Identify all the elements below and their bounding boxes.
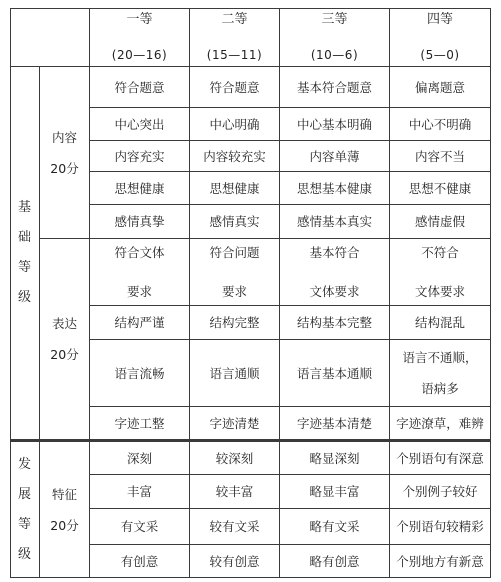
criterion-text: 结构基本完整 (296, 315, 372, 330)
criterion-text: 丰富 (126, 484, 152, 499)
content-criterion-cell (90, 205, 190, 239)
basic-level-label (10, 67, 40, 440)
feature-criterion-cell (390, 440, 491, 475)
feature-criterion-cell (90, 475, 190, 509)
basic-level-char: 等 (17, 260, 31, 275)
feature-criterion-cell (190, 440, 280, 475)
basic-level-char: 基 (17, 200, 31, 215)
criterion-text: 个别语句有深意 (396, 450, 484, 466)
feature-criterion-cell (280, 475, 390, 509)
criterion-text: 思想不健康 (408, 180, 472, 196)
grade-title: 二等 (221, 12, 248, 27)
content-criterion-cell (390, 205, 491, 239)
content-criterion-cell (190, 108, 280, 141)
content-criterion-cell (90, 67, 190, 108)
content-criterion-cell (280, 141, 390, 172)
content-criterion-cell (90, 141, 190, 172)
grade-score-range: (10—6) (310, 47, 359, 62)
content-criterion-cell (280, 67, 390, 108)
content-criterion-cell (190, 67, 280, 108)
content-criterion-cell (390, 141, 491, 172)
criterion-text: 较深刻 (215, 450, 254, 466)
grade-score-range: (5—0) (420, 47, 460, 62)
feature-criterion-cell (280, 440, 390, 475)
criterion-text: 深刻 (126, 450, 152, 466)
content-criterion-cell (390, 172, 491, 205)
criterion-text: 语言基本通顺 (296, 365, 372, 381)
criterion-text: 字迹清楚 (209, 415, 260, 431)
criterion-text-line2: 要求 (221, 284, 247, 299)
criterion-text: 思想健康 (209, 180, 260, 196)
handwriting-criterion-cell (390, 407, 491, 440)
genre-criterion-cell (90, 239, 190, 306)
criterion-text: 略有文采 (309, 519, 360, 534)
content-criterion-cell (390, 67, 491, 108)
expression-category-label (40, 239, 90, 440)
criterion-text: 结构混乱 (414, 315, 465, 330)
content-criterion-cell (390, 108, 491, 141)
criterion-text: 感情基本真实 (296, 214, 372, 229)
criterion-text: 字迹工整 (114, 415, 165, 431)
genre-criterion-cell (190, 239, 280, 306)
criterion-text: 感情虚假 (414, 214, 465, 229)
criterion-text: 符合题意 (209, 79, 260, 95)
feature-category-label (40, 440, 90, 578)
criterion-text: 语言通顺 (209, 365, 260, 381)
content-criterion-cell (190, 172, 280, 205)
feature-score: 20分 (50, 517, 79, 533)
criterion-text: 思想基本健康 (296, 180, 372, 196)
criterion-text: 个别语句较精彩 (396, 519, 484, 534)
handwriting-criterion-cell (280, 407, 390, 440)
criterion-text: 字迹基本清楚 (296, 415, 372, 431)
grade-header-3 (280, 8, 390, 67)
criterion-text: 个别例子较好 (402, 484, 478, 499)
grade-score-range: (20—16) (111, 47, 168, 62)
criterion-text: 中心不明确 (408, 116, 472, 132)
language-criterion-cell (390, 340, 491, 407)
development-level-char: 等 (17, 516, 31, 532)
criterion-text: 基本符合题意 (296, 79, 372, 95)
basic-level-char: 级 (17, 290, 31, 305)
content-criterion-cell (190, 141, 280, 172)
grade-header-4 (390, 8, 491, 67)
expression-label: 表达 (51, 316, 77, 331)
feature-criterion-cell (280, 509, 390, 545)
structure-criterion-cell (90, 306, 190, 340)
criterion-text: 较丰富 (215, 484, 254, 499)
content-category-label (40, 67, 90, 239)
structure-criterion-cell (280, 306, 390, 340)
content-criterion-cell (280, 108, 390, 141)
criterion-text: 略显深刻 (309, 450, 360, 466)
content-criterion-cell (280, 172, 390, 205)
feature-criterion-cell (90, 509, 190, 545)
content-label: 内容 (51, 129, 77, 145)
criterion-text-line2: 文体要求 (414, 284, 465, 299)
development-level-char: 级 (17, 546, 31, 562)
content-criterion-cell (90, 108, 190, 141)
criterion-text: 内容不当 (414, 148, 465, 164)
genre-criterion-cell (390, 239, 491, 306)
genre-criterion-cell (280, 239, 390, 306)
feature-criterion-cell (390, 545, 491, 578)
criterion-text: 思想健康 (114, 180, 165, 196)
criterion-text-line1: 不符合 (421, 245, 459, 260)
criterion-text: 中心基本明确 (296, 116, 372, 132)
grade-score-range: (15—11) (206, 47, 263, 62)
grade-header-1 (90, 8, 190, 67)
feature-label: 特征 (51, 486, 77, 502)
handwriting-criterion-cell (90, 407, 190, 440)
criterion-text: 有文采 (120, 519, 159, 534)
feature-criterion-cell (390, 509, 491, 545)
criterion-text: 结构完整 (209, 315, 260, 330)
criterion-text: 符合题意 (114, 79, 165, 95)
criterion-text: 有创意 (120, 553, 159, 569)
criterion-text-line2: 文体要求 (309, 284, 360, 299)
criterion-text: 内容较充实 (203, 148, 266, 164)
grade-title: 一等 (126, 12, 153, 27)
feature-criterion-cell (390, 475, 491, 509)
criterion-text: 字迹潦草，难辨 (396, 415, 484, 431)
criterion-text: 内容充实 (114, 148, 165, 164)
grade-title: 四等 (426, 12, 453, 27)
development-level-char: 发 (17, 456, 31, 472)
feature-criterion-cell (190, 475, 280, 509)
development-level-char: 展 (17, 486, 31, 502)
content-criterion-cell (190, 205, 280, 239)
criterion-text-line2: 语病多 (421, 381, 459, 396)
criterion-text-line1: 基本符合 (309, 245, 360, 260)
content-criterion-cell (280, 205, 390, 239)
basic-level-char: 础 (17, 230, 31, 245)
feature-criterion-cell (90, 545, 190, 578)
expression-score: 20分 (50, 347, 79, 362)
criterion-text: 略显丰富 (309, 484, 360, 499)
structure-criterion-cell (190, 306, 280, 340)
criterion-text: 偏离题意 (414, 79, 465, 95)
criterion-text-line1: 语言不通顺， (402, 350, 478, 365)
language-criterion-cell (190, 340, 280, 407)
feature-criterion-cell (190, 509, 280, 545)
feature-criterion-cell (90, 440, 190, 475)
feature-criterion-cell (190, 545, 280, 578)
criterion-text: 略有创意 (309, 553, 360, 569)
feature-criterion-cell (280, 545, 390, 578)
criterion-text: 语言流畅 (114, 365, 165, 381)
criterion-text: 较有文采 (209, 519, 260, 534)
grade-title: 三等 (321, 12, 348, 27)
criterion-text: 内容单薄 (309, 148, 360, 164)
content-score: 20分 (50, 160, 79, 176)
criterion-text-line1: 符合文体 (114, 245, 165, 260)
structure-criterion-cell (390, 306, 491, 340)
criterion-text: 较有创意 (209, 553, 260, 569)
criterion-text: 结构严谨 (114, 315, 165, 330)
criterion-text: 个别地方有新意 (396, 553, 484, 569)
criterion-text: 中心突出 (114, 116, 165, 132)
language-criterion-cell (280, 340, 390, 407)
grade-header-2 (190, 8, 280, 67)
criterion-text-line2: 要求 (126, 284, 152, 299)
development-level-label (10, 440, 40, 578)
criterion-text: 感情真实 (209, 214, 260, 229)
content-criterion-cell (90, 172, 190, 205)
language-criterion-cell (90, 340, 190, 407)
criterion-text-line1: 符合问题 (209, 245, 260, 260)
criterion-text: 感情真挚 (114, 214, 165, 229)
handwriting-criterion-cell (190, 407, 280, 440)
criterion-text: 中心明确 (209, 116, 260, 132)
header-corner-cell (10, 8, 90, 67)
